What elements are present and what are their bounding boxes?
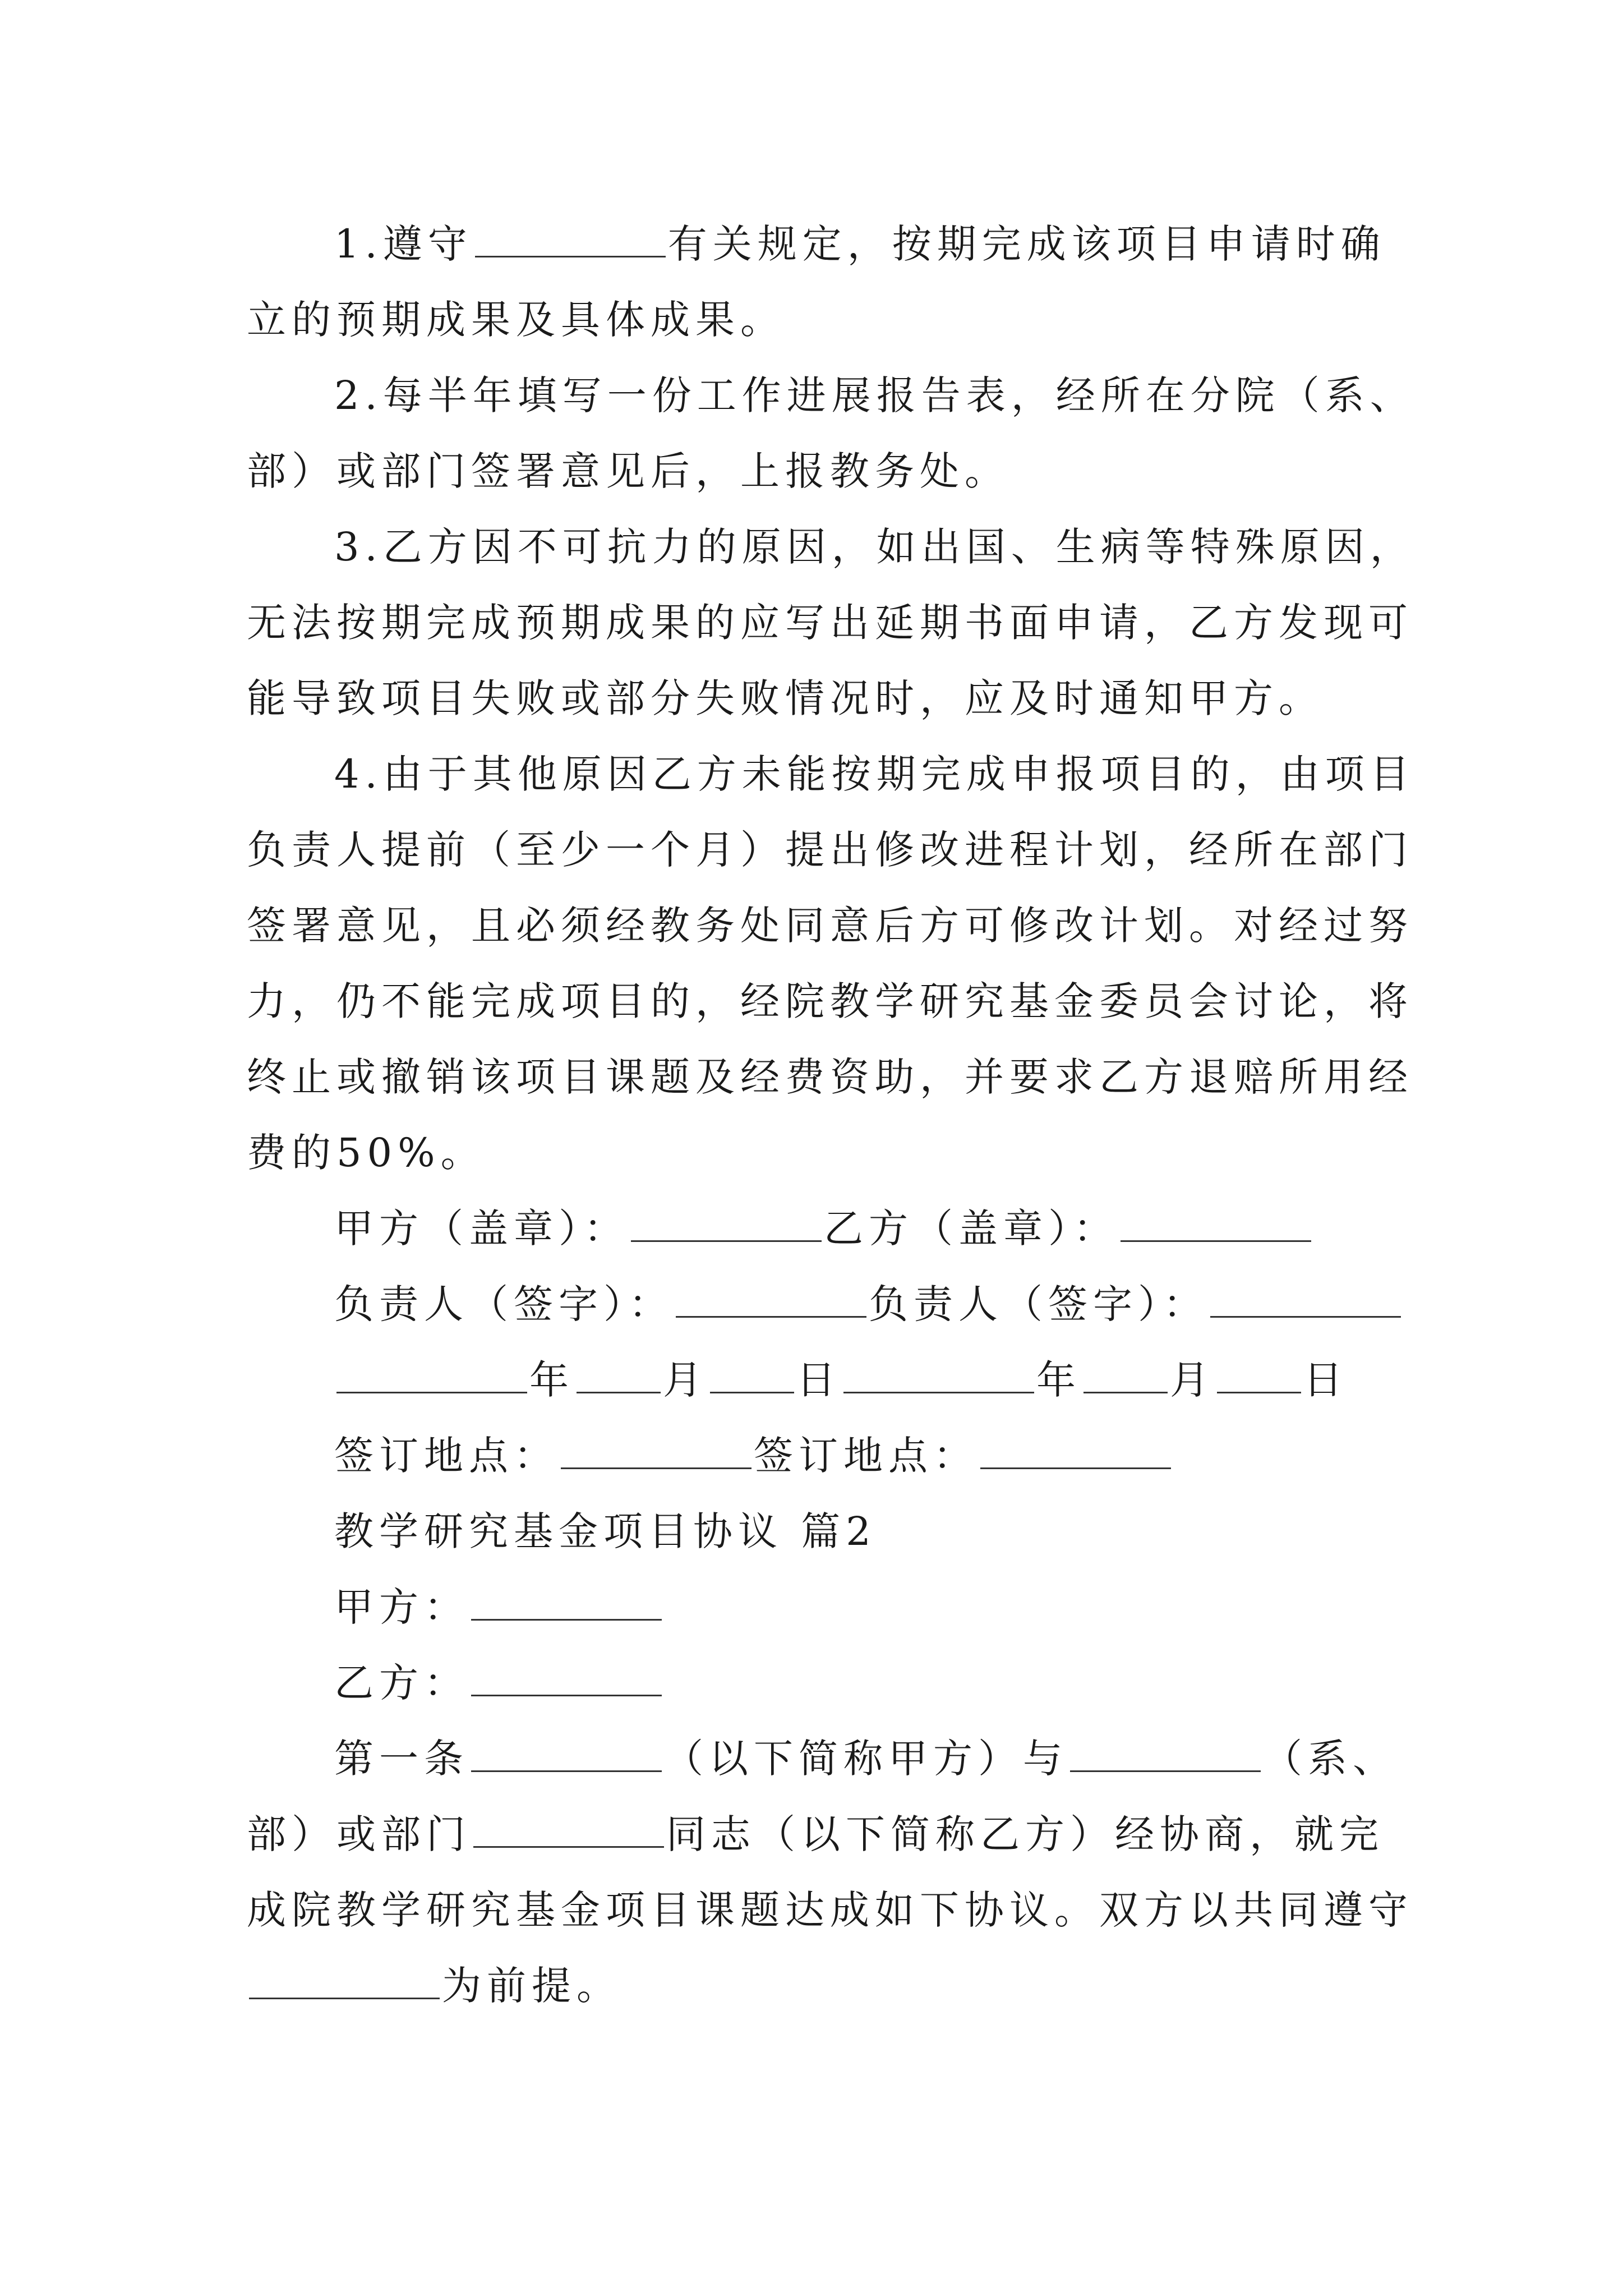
section-2-party-b	[334, 1658, 664, 1708]
comrade-name-field[interactable]	[473, 1811, 664, 1848]
article-1-suffix: （系、	[1263, 1736, 1398, 1782]
clause-3-line-2: 无法按期完成预期成果的应写出延期书面申请，乙方发现可	[247, 600, 1413, 646]
section-2-party-a	[334, 1582, 664, 1632]
day-label: 日	[1303, 1357, 1348, 1403]
month-label: 月	[663, 1357, 708, 1403]
article-1-line-2	[247, 1809, 1384, 1860]
article-1-l4-rest: 为前提。	[442, 1963, 621, 2009]
article-1-mid: （以下简称甲方）与	[664, 1736, 1068, 1782]
month-a-field[interactable]	[577, 1357, 661, 1393]
seal-line	[334, 1203, 1313, 1254]
year-b-field[interactable]	[843, 1357, 1034, 1393]
place-a-label: 签订地点：	[334, 1433, 559, 1479]
clause-2-line-2: 部）或部门签署意见后，上报教务处。	[247, 448, 1009, 494]
party-a-seal-field[interactable]	[631, 1205, 822, 1242]
leader-sign-line	[334, 1279, 1403, 1329]
place-line	[334, 1430, 1173, 1481]
blank-field[interactable]	[475, 221, 666, 257]
date-line	[334, 1355, 1348, 1405]
article-1-line-1	[334, 1733, 1398, 1784]
clause-3-line-1: 3.乙方因不可抗力的原因，如出国、生病等特殊原因，	[334, 524, 1415, 570]
party-a-seal-label: 甲方（盖章）：	[334, 1205, 629, 1251]
leader-a-sign-label: 负责人（签字）：	[334, 1281, 674, 1327]
regulation-field[interactable]	[249, 1963, 440, 1999]
leader-a-sign-field[interactable]	[676, 1281, 866, 1318]
party-b-seal-field[interactable]	[1121, 1205, 1311, 1242]
place-a-field[interactable]	[561, 1433, 751, 1469]
article-1-prefix: 第一条	[334, 1736, 469, 1782]
clause-4-line-6: 费的50%。	[247, 1130, 486, 1176]
clause-2-line-1: 2.每半年填写一份工作进展报告表，经所在分院（系、	[334, 372, 1415, 418]
party-b-field[interactable]	[471, 1660, 662, 1696]
clause-4-line-3: 签署意见，且必须经教务处同意后方可修改计划。对经过努	[247, 903, 1413, 949]
clause-1-line-1	[334, 219, 1386, 269]
article-1-l2-rest: 同志（以下简称乙方）经协商，就完	[666, 1811, 1384, 1857]
leader-b-sign-field[interactable]	[1210, 1281, 1401, 1318]
party-a-name-field[interactable]	[471, 1736, 662, 1772]
month-label: 月	[1170, 1357, 1215, 1403]
year-a-field[interactable]	[336, 1357, 527, 1393]
clause-1-prefix: 1.遵守	[334, 221, 473, 267]
clause-4-line-5: 终止或撤销该项目课题及经费资助，并要求乙方退赔所用经	[247, 1054, 1413, 1100]
article-1-line-4	[247, 1961, 621, 2011]
day-a-field[interactable]	[710, 1357, 794, 1393]
article-1-line-3: 成院教学研究基金项目课题达成如下协议。双方以共同遵守	[247, 1887, 1413, 1933]
article-1-l2-prefix: 部）或部门	[247, 1811, 471, 1857]
year-label: 年	[1036, 1357, 1081, 1403]
party-b-label: 乙方：	[334, 1660, 469, 1706]
place-b-label: 签订地点：	[754, 1433, 978, 1479]
department-field[interactable]	[1070, 1736, 1261, 1772]
party-a-label: 甲方：	[334, 1584, 469, 1630]
place-b-field[interactable]	[980, 1433, 1171, 1469]
year-label: 年	[529, 1357, 574, 1403]
day-label: 日	[796, 1357, 841, 1403]
party-b-seal-label: 乙方（盖章）：	[824, 1205, 1118, 1251]
section-2-title: 教学研究基金项目协议 篇2	[334, 1508, 877, 1554]
clause-4-line-2: 负责人提前（至少一个月）提出修改进程计划，经所在部门	[247, 827, 1413, 873]
clause-3-line-3: 能导致项目失败或部分失败情况时，应及时通知甲方。	[247, 675, 1324, 721]
day-b-field[interactable]	[1217, 1357, 1301, 1393]
clause-4-line-4: 力，仍不能完成项目的，经院教学研究基金委员会讨论，将	[247, 978, 1413, 1024]
clause-1-rest: 有关规定，按期完成该项目申请时确	[667, 221, 1386, 267]
clause-1-line-2: 立的预期成果及具体成果。	[247, 297, 785, 343]
party-a-field[interactable]	[471, 1584, 662, 1621]
month-b-field[interactable]	[1083, 1357, 1168, 1393]
clause-4-line-1: 4.由于其他原因乙方未能按期完成申报项目的，由项目	[334, 751, 1415, 797]
leader-b-sign-label: 负责人（签字）：	[869, 1281, 1208, 1327]
